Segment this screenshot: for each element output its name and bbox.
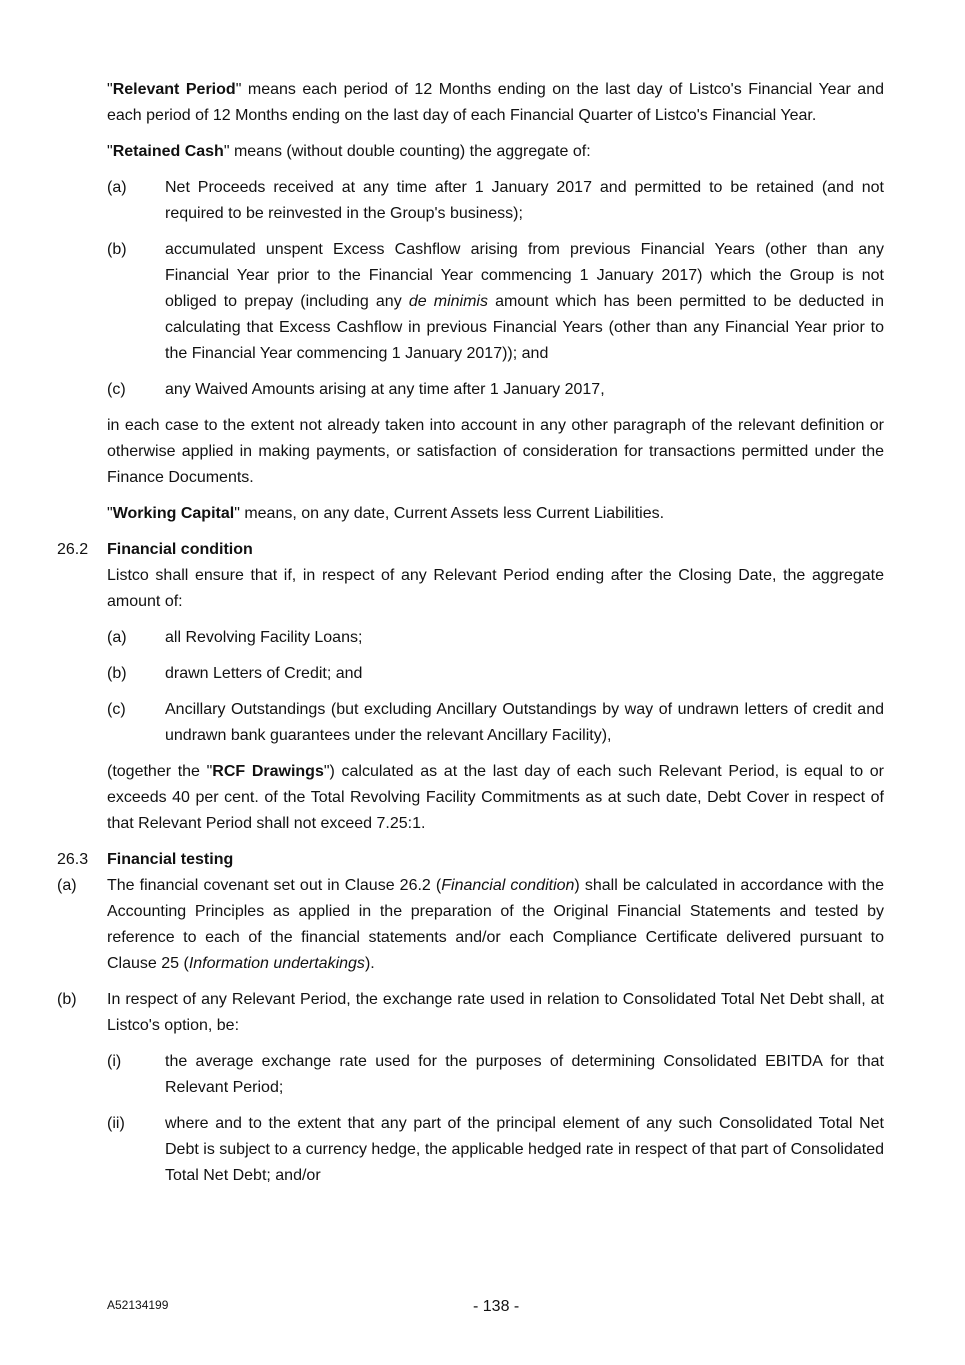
paragraph	[107, 759, 884, 837]
text-segment: "	[107, 143, 113, 160]
defined-term: Retained Cash	[112, 143, 224, 160]
list-item	[57, 987, 884, 1039]
paragraph	[107, 77, 884, 129]
text-segment: any Waived Amounts arising at any time after 1 January 2017,	[165, 381, 605, 398]
page-number: - 138 -	[473, 1298, 520, 1315]
document-id: A52134199	[107, 1298, 169, 1312]
text-segment: (together the "	[107, 763, 213, 780]
defined-term: Financial condition	[107, 541, 253, 558]
text-segment: The financial covenant set out in Clause 26.2 (	[107, 877, 442, 894]
section-heading	[57, 537, 884, 563]
item-label: (b)	[57, 991, 77, 1008]
item-label: (a)	[107, 179, 127, 196]
text-segment: accumulated unspent Excess Cashflow arising from previous Financial Years (other than any Financial Year prior to the Financial Year commencing 1 January 2017) which the Group is not obliged to prepay (including any	[165, 241, 884, 310]
item-label: (a)	[107, 629, 127, 646]
text-segment: " means, on any date, Current Assets less Current Liabilities.	[234, 505, 665, 522]
item-label: 26.2	[57, 541, 89, 558]
defined-term: RCF Drawings	[212, 763, 324, 780]
text-segment: Ancillary Outstandings (but excluding Ancillary Outstandings by way of undrawn letters of credit and undrawn bank guarantees under the relevant Ancillary Facility),	[165, 701, 884, 744]
text-segment: ") calculated as at the last day of each such Relevant Period, is equal to or exceeds 40 per cent. of the Total Revolving Facility Commitments as at such date, Debt Cover in respect of that Relevant Period shall not exceed 7.25:1.	[107, 763, 884, 832]
text-segment: ) shall be calculated in accordance with the Accounting Principles as applied in the preparation of the Original Financial Statements and tested by reference to each of the financial statements and/or each Compliance Certificate delivered pursuant to Clause 25 (	[107, 877, 884, 972]
italic-text: Information undertakings	[188, 955, 365, 972]
text-segment: "	[107, 81, 113, 98]
item-label: (b)	[107, 241, 127, 258]
paragraph	[107, 501, 884, 527]
item-label: (c)	[107, 701, 126, 718]
text-segment: Net Proceeds received at any time after 1 January 2017 and permitted to be retained (and not required to be reinvested in the Group's business);	[165, 179, 884, 222]
item-label: (c)	[107, 381, 126, 398]
item-label: (ii)	[107, 1115, 125, 1132]
item-label: (b)	[107, 665, 127, 682]
list-item	[107, 697, 884, 749]
list-item	[107, 625, 884, 651]
paragraph	[107, 139, 884, 165]
text-segment: " means (without double counting) the aggregate of:	[223, 143, 591, 160]
list-item	[57, 873, 884, 977]
list-item	[107, 377, 884, 403]
defined-term: Financial testing	[107, 851, 234, 868]
document-body	[0, 77, 965, 1199]
item-label: 26.3	[57, 851, 89, 868]
section-heading	[57, 847, 884, 873]
italic-text: de minimis	[408, 293, 488, 310]
italic-text: Financial condition	[441, 877, 575, 894]
paragraph	[107, 413, 884, 491]
paragraph	[107, 563, 884, 615]
text-segment: drawn Letters of Credit; and	[165, 665, 363, 682]
text-segment: all Revolving Facility Loans;	[165, 629, 363, 646]
text-segment: where and to the extent that any part of the principal element of any such Consolidated Total Net Debt is subject to a currency hedge, the applicable hedged rate in respect of that part of Consolidated Total Net Debt; and/or	[165, 1115, 884, 1184]
defined-term: Relevant Period	[112, 81, 236, 98]
text-segment: in each case to the extent not already taken into account in any other paragraph of the relevant definition or otherwise applied in making payments, or satisfaction of consideration for transactions permitted under the Finance Documents.	[107, 417, 884, 486]
text-segment: the average exchange rate used for the purposes of determining Consolidated EBITDA for that Relevant Period;	[165, 1053, 884, 1096]
list-item	[107, 1049, 884, 1101]
text-segment: "	[107, 505, 113, 522]
list-item	[107, 237, 884, 367]
list-item	[107, 661, 884, 687]
item-label: (a)	[57, 877, 77, 894]
text-segment: In respect of any Relevant Period, the exchange rate used in relation to Consolidated Total Net Debt shall, at Listco's option, be:	[107, 991, 884, 1034]
text-segment: " means each period of 12 Months ending on the last day of Listco's Financial Year and each period of 12 Months ending on the last day of each Financial Quarter of Listco's Financial Year.	[107, 81, 884, 124]
item-label: (i)	[107, 1053, 122, 1070]
text-segment: ).	[364, 955, 375, 972]
defined-term: Working Capital	[112, 505, 235, 522]
list-item	[107, 1111, 884, 1189]
text-segment: amount which has been permitted to be deducted in calculating that Excess Cashflow in previous Financial Years (other than any Financial Year prior to the Financial Year commencing 1 January 2017)); and	[165, 293, 884, 362]
list-item	[107, 175, 884, 227]
text-segment: Listco shall ensure that if, in respect of any Relevant Period ending after the Closing Date, the aggregate amount of:	[107, 567, 884, 610]
